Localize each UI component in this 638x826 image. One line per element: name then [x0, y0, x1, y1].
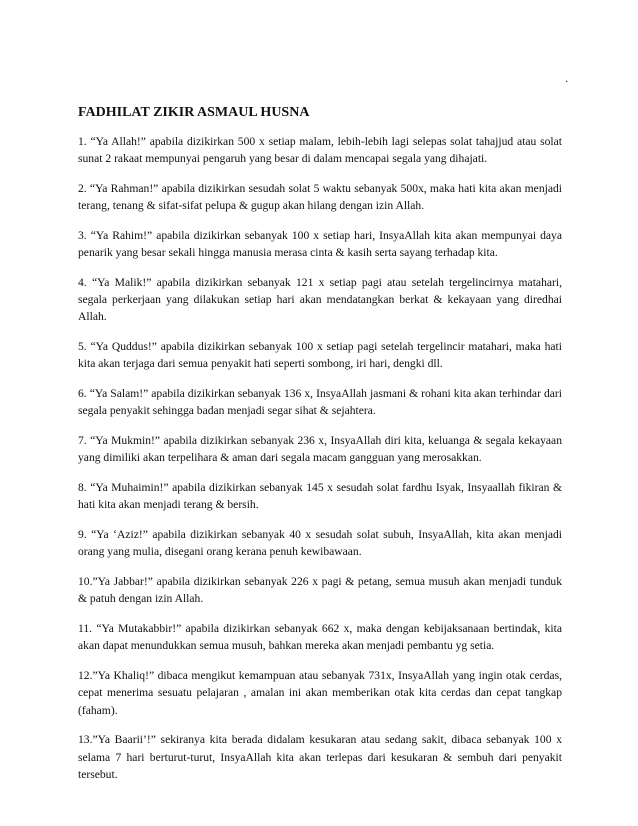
list-item-6: 6. “Ya Salam!” apabila dizikirkan sebanyak 136 x, InsyaAllah jasmani & rohani kita akan terhindar dari segala penyakit sehingga badan menjadi segar sihat & sejahtera.: [78, 387, 562, 418]
document-title: FADHILAT ZIKIR ASMAUL HUSNA: [78, 105, 310, 120]
list-item-1: 1. “Ya Allah!” apabila dizikirkan 500 x setiap malam, lebih-lebih lagi selepas solat tahajjud atau solat sunat 2 rakaat mempunyai pengaruh yang besar di dalam mencapai segala yang dihajati.: [78, 135, 562, 166]
list-item-2: 2. “Ya Rahman!” apabila dizikirkan sesudah solat 5 waktu sebanyak 500x, maka hati kita akan menjadi terang, tenang & sifat-sifat pelupa & gugup akan hilang dengan izin Allah.: [78, 182, 562, 213]
list-item-12: 12.”Ya Khaliq!” dibaca mengikut kemampuan atau sebanyak 731x, InsyaAllah yang ingin otak cerdas, cepat menerima sesuatu pelajaran , amalan ini akan memberikan otak kita cerdas dan cepat tangkap (faham).: [78, 669, 562, 717]
list-item-13: 13.”Ya Baarii’!” sekiranya kita berada didalam kesukaran atau sedang sakit, dibaca sebanyak 100 x selama 7 hari berturut-turut, InsyaAllah kita akan terlepas dari kesukaran & sembuh dari penyakit tersebut.: [78, 733, 562, 781]
list-item-3: 3. “Ya Rahim!” apabila dizikirkan sebanyak 100 x setiap hari, InsyaAllah kita akan mempunyai daya penarik yang besar sekali hingga manusia merasa cinta & kasih serta sayang terhadap kita.: [78, 229, 562, 260]
list-item-8: 8. “Ya Muhaimin!” apabila dizikirkan sebanyak 145 x sesudah solat fardhu Isyak, Insyaallah fikiran & hati kita akan menjadi terang & bersih.: [78, 481, 562, 512]
page-marker: .: [565, 73, 568, 85]
list-item-10: 10.”Ya Jabbar!” apabila dizikirkan sebanyak 226 x pagi & petang, semua musuh akan menjadi tunduk & patuh dengan izin Allah.: [78, 575, 562, 606]
list-item-9: 9. “Ya ‘Aziz!” apabila dizikirkan sebanyak 40 x sesudah solat subuh, InsyaAllah, kita akan menjadi orang yang mulia, disegani orang kerana penuh kewibawaan.: [78, 528, 562, 559]
list-item-4: 4. “Ya Malik!” apabila dizikirkan sebanyak 121 x setiap pagi atau setelah tergelincirnya matahari, segala perkerjaan yang dilakukan setiap hari akan mendatangkan berkat & kekayaan yang diredhai Allah.: [78, 276, 562, 324]
document-content: [78, 104, 562, 796]
list-item-11: 11. “Ya Mutakabbir!” apabila dizikirkan sebanyak 662 x, maka dengan kebijaksanaan bertindak, kita akan dapat menundukkan semua musuh, bahkan mereka akan menjadi pembantu yg setia.: [78, 622, 562, 653]
list-item-7: 7. “Ya Mukmin!” apabila dizikirkan sebanyak 236 x, InsyaAllah diri kita, keluanga & segala kekayaan yang dimiliki akan terpelihara & aman dari segala macam gangguan yang merosakkan.: [78, 434, 562, 465]
list-item-5: 5. “Ya Quddus!” apabila dizikirkan sebanyak 100 x setiap pagi setelah tergelincir matahari, maka hati kita akan terjaga dari semua penyakit hati seperti sombong, iri hari, dengki dll.: [78, 340, 562, 371]
